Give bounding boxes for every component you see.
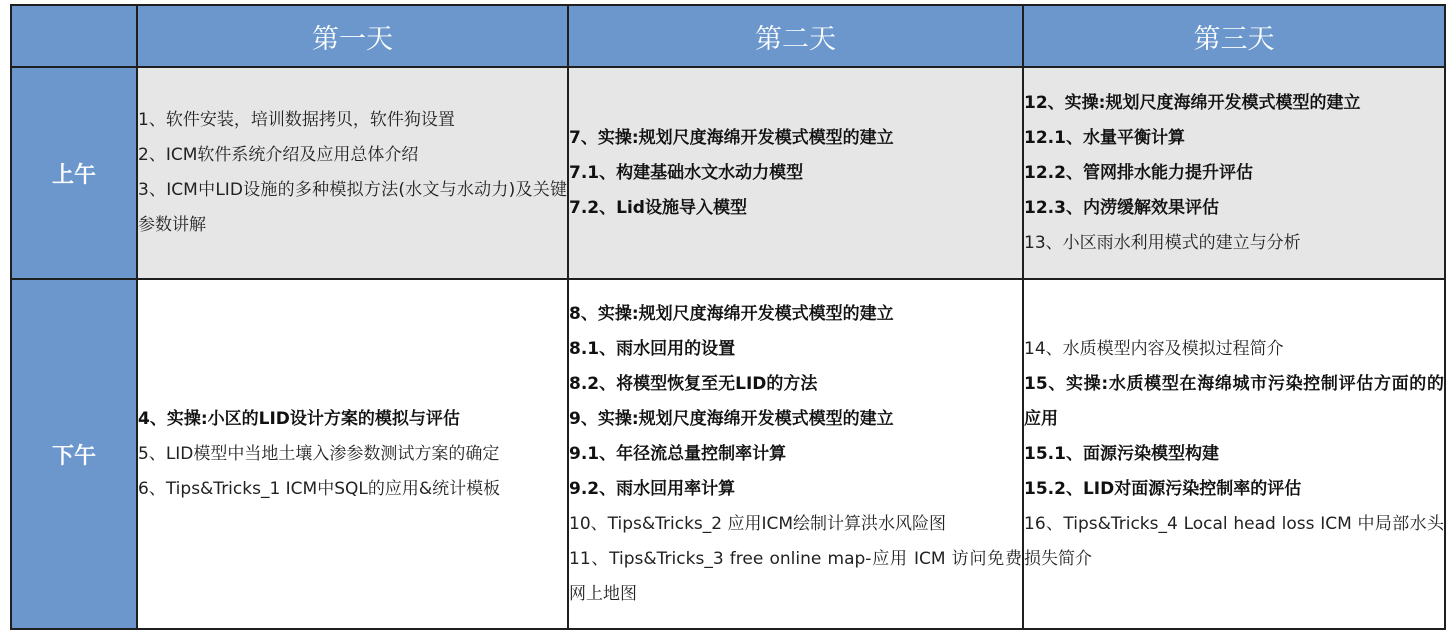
schedule-item: 4、实操:小区的LID设计方案的模拟与评估	[138, 408, 460, 429]
morning-day-2-cell	[568, 67, 1023, 279]
schedule-item: 7.1、构建基础水文水动力模型	[569, 162, 804, 183]
afternoon-day-1-list	[138, 402, 567, 507]
schedule-item: 8.2、将模型恢复至无LID的方法	[569, 373, 818, 394]
schedule-item: 12.1、水量平衡计算	[1024, 127, 1185, 148]
header-corner-cell	[11, 5, 137, 67]
afternoon-row	[11, 279, 1445, 629]
morning-day-1-cell	[137, 67, 568, 279]
schedule-item: 8、实操:规划尺度海绵开发模式模型的建立	[569, 303, 894, 324]
schedule-item: 12.2、管网排水能力提升评估	[1024, 162, 1253, 183]
afternoon-day-1-cell	[137, 279, 568, 629]
morning-day-3-cell	[1023, 67, 1445, 279]
schedule-item: 9.2、雨水回用率计算	[569, 478, 736, 499]
day-2-header: 第二天	[568, 5, 1023, 67]
schedule-table	[10, 4, 1446, 630]
schedule-item: 3、ICM中LID设施的多种模拟方法(水文与水动力)及关键参数讲解	[138, 180, 567, 235]
schedule-item: 15、实操:水质模型在海绵城市污染控制评估方面的的应用	[1024, 373, 1444, 429]
afternoon-day-2-cell	[568, 279, 1023, 629]
schedule-item: 2、ICM软件系统介绍及应用总体介绍	[138, 145, 419, 165]
morning-row	[11, 67, 1445, 279]
schedule-item: 12.3、内涝缓解效果评估	[1024, 197, 1219, 218]
schedule-item: 11、Tips&Tricks_3 free online map-应用 ICM 访问免费网上地图	[569, 548, 1022, 604]
afternoon-day-3-cell	[1023, 279, 1445, 629]
afternoon-day-3-list	[1024, 332, 1444, 577]
schedule-item: 13、小区雨水利用模式的建立与分析	[1024, 232, 1301, 253]
schedule-item: 15.1、面源污染模型构建	[1024, 443, 1219, 464]
day-1-header: 第一天	[137, 5, 568, 67]
header-row	[11, 5, 1445, 67]
schedule-item: 8.1、雨水回用的设置	[569, 338, 736, 359]
schedule-item: 9.1、年径流总量控制率计算	[569, 443, 787, 464]
schedule-item: 15.2、LID对面源污染控制率的评估	[1024, 478, 1302, 499]
afternoon-day-2-list	[569, 297, 1022, 612]
schedule-item: 16、Tips&Tricks_4 Local head loss ICM 中局部水头损失简介	[1024, 513, 1444, 569]
schedule-item: 10、Tips&Tricks_2 应用ICM绘制计算洪水风险图	[569, 513, 947, 534]
schedule-item: 14、水质模型内容及模拟过程简介	[1024, 338, 1284, 359]
schedule-item: 6、Tips&Tricks_1 ICM中SQL的应用&统计模板	[138, 478, 501, 499]
schedule-item: 12、实操:规划尺度海绵开发模式模型的建立	[1024, 92, 1361, 113]
afternoon-label: 下午	[11, 279, 137, 629]
schedule-item: 7.2、Lid设施导入模型	[569, 197, 747, 218]
schedule-item: 1、软件安装，培训数据拷贝，软件狗设置	[138, 110, 455, 130]
schedule-item: 9、实操:规划尺度海绵开发模式模型的建立	[569, 408, 894, 429]
morning-day-1-list	[138, 103, 567, 243]
morning-day-3-list	[1024, 86, 1444, 261]
day-3-header: 第三天	[1023, 5, 1445, 67]
schedule-item: 5、LID模型中当地土壤入渗参数测试方案的确定	[138, 443, 500, 464]
schedule-item: 7、实操:规划尺度海绵开发模式模型的建立	[569, 127, 894, 148]
morning-day-2-list	[569, 121, 1022, 226]
morning-label: 上午	[11, 67, 137, 279]
